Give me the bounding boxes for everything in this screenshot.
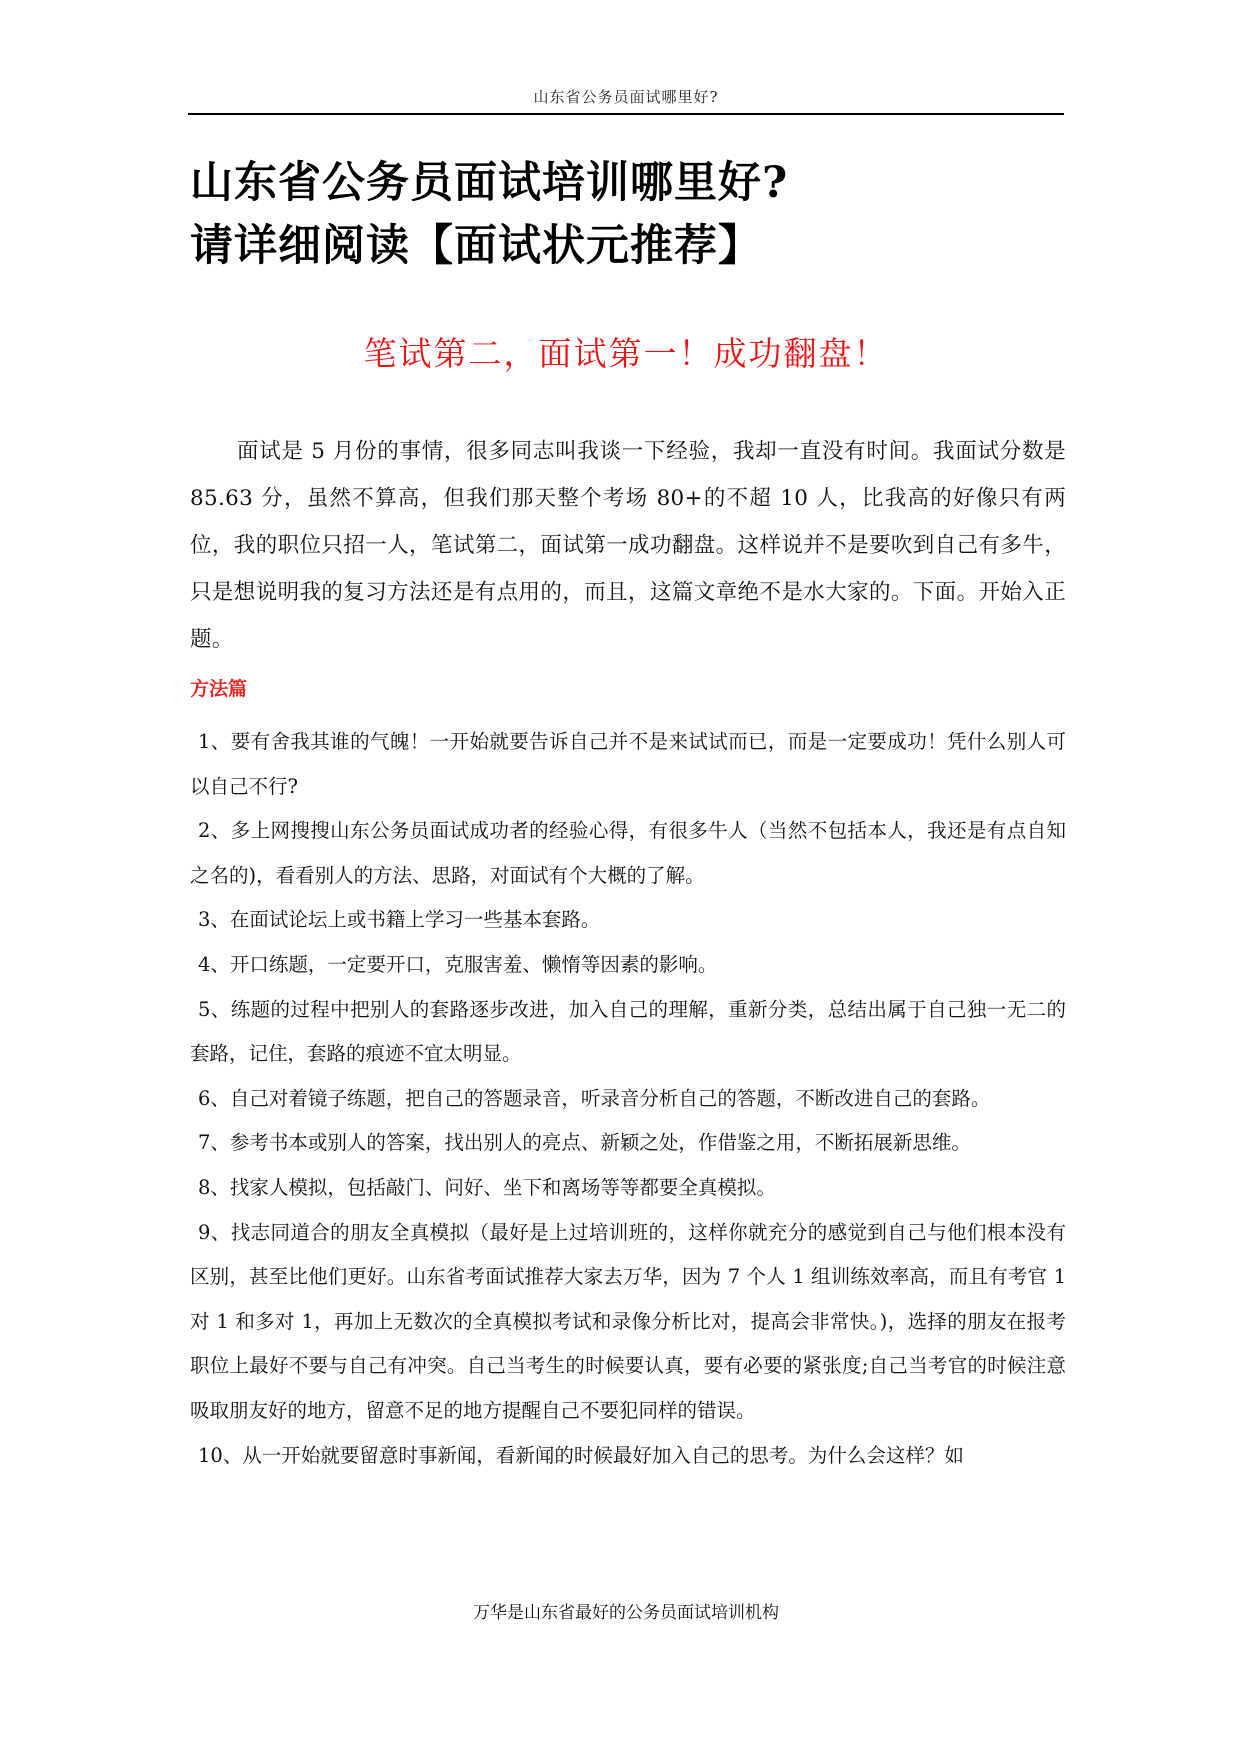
document-title — [190, 152, 1070, 278]
method-item-7: 7、参考书本或别人的答案，找出别人的亮点、新颖之处，作借鉴之用，不断拓展新思维。 — [198, 1131, 971, 1155]
method-item-4: 4、开口练题，一定要开口，克服害羞、懒惰等因素的影响。 — [198, 952, 718, 976]
method-item-2: 2、多上网搜搜山东公务员面试成功者的经验心得，有很多牛人（当然不包括本人，我还是有点自知之名的)，看看别人的方法、思路，对面试有个大概的了解。 — [190, 819, 1066, 887]
method-item-10: 10、从一开始就要留意时事新闻，看新闻的时候最好加入自己的思考。为什么会这样？如 — [198, 1443, 964, 1467]
subtitle: 笔试第二，面试第一！成功翻盘！ — [363, 334, 889, 373]
method-item-1: 1、要有舍我其谁的气魄！一开始就要告诉自己并不是来试试而已，而是一定要成功！凭什么别人可以自己不行? — [190, 730, 1066, 798]
title-line-2: 请详细阅读【面试状元推荐】 — [190, 221, 762, 271]
header-divider — [188, 113, 1064, 115]
running-footer: 万华是山东省最好的公务员面试培训机构 — [473, 1603, 779, 1623]
method-item-5: 5、练题的过程中把别人的套路逐步改进，加入自己的理解，重新分类，总结出属于自己独一无二的套路，记住，套路的痕迹不宜太明显。 — [190, 997, 1066, 1066]
method-item-9: 9、找志同道合的朋友全真模拟（最好是上过培训班的，这样你就充分的感觉到自己与他们根本没有区别，甚至比他们更好。山东省考面试推荐大家去万华，因为 7 个人 1 组训练效率高，而且有考官 1 对 1 和多对 1，再加上无数次的全真模拟考试和录像分析比对，提高会非常快。)，选择的朋友在报考职位上最好不要与自己有冲突。自己当考生的时候要认真，要有必要的紧张度;自己当考官的时候注意吸取朋友好的地方，留意不足的地方提醒自己不要犯同样的错误。 — [190, 1220, 1066, 1422]
section-heading-methods: 方法篇 — [190, 678, 248, 700]
method-item-6: 6、自己对着镜子练题，把自己的答题录音，听录音分析自己的答题，不断改进自己的套路。 — [198, 1086, 991, 1110]
title-line-1: 山东省公务员面试培训哪里好? — [190, 158, 789, 208]
method-item-3: 3、在面试论坛上或书籍上学习一些基本套路。 — [198, 908, 601, 932]
intro-paragraph: 面试是 5 月份的事情，很多同志叫我谈一下经验，我却一直没有时间。我面试分数是 85.63 分，虽然不算高，但我们那天整个考场 80+的不超 10 人，比我高的好像只有两位，我的职位只招一人，笔试第二，面试第一成功翻盘。这样说并不是要吹到自己有多牛，只是想说明我的复习方法还是有点用的，而且，这篇文章绝不是水大家的。下面。开始入正题。 — [190, 439, 1066, 652]
running-header: 山东省公务员面试哪里好? — [533, 88, 719, 106]
method-item-8: 8、找家人模拟，包括敲门、问好、坐下和离场等等都要全真模拟。 — [198, 1175, 776, 1199]
method-list — [190, 720, 1066, 1478]
